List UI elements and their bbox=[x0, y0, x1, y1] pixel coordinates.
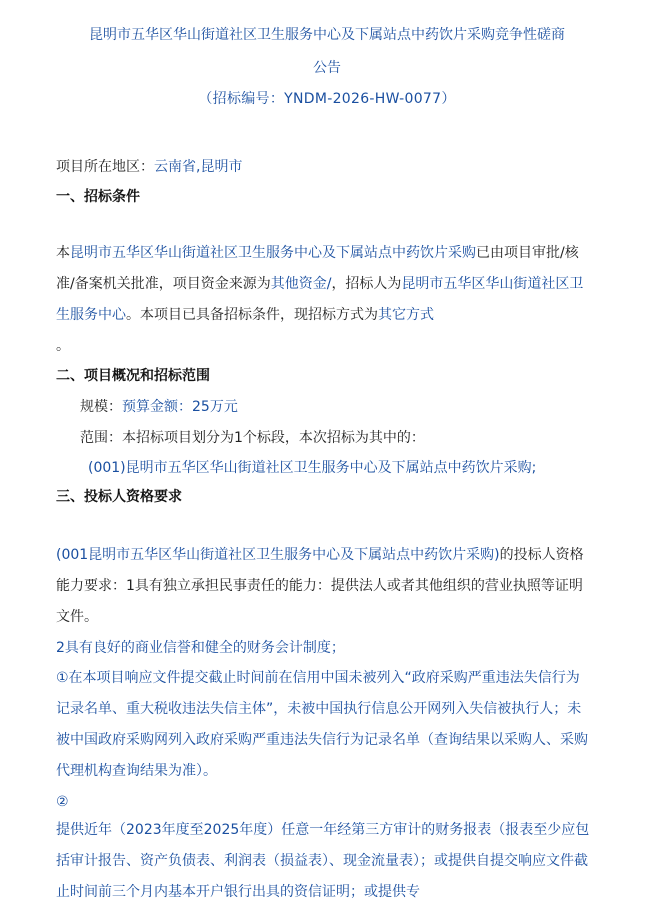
tenderer-name: 昆明市五华区华山街道社区卫生服务中心 bbox=[56, 276, 584, 323]
project-scope: 范围：本招标项目划分为1个标段，本次招标为其中的： bbox=[80, 430, 425, 446]
project-location bbox=[56, 157, 242, 177]
bidding-method: 其它方式 bbox=[378, 307, 434, 323]
qualification-paragraph-4: ② bbox=[56, 794, 69, 810]
page-title-continuation: 公告 bbox=[313, 60, 341, 76]
qualification-paragraph-5: 提供近年（2023年度至2025年度）任意一年经第三方审计的财务报表（报表至少应包括审计报告、资产负债表、利润表（损益表）、现金流量表）；或提供自提交响应文件截止时间前三个月内基本开户银行出具的资信证明；或提供专 bbox=[56, 822, 590, 900]
fund-source: 其他资金/ bbox=[270, 276, 332, 292]
scale-label: 规模： bbox=[80, 399, 122, 415]
text: 。本项目已具备招标条件，现招标方式为 bbox=[126, 307, 378, 323]
qualification-paragraph-3: ①在本项目响应文件提交截止时间前在信用中国未被列入“政府采购严重违法失信行为记录名单、重大税收违法失信主体”，未被中国执行信息公开网列入失信被执行人；未被中国政府采购网列入政府采购严重违法失信行为记录名单（查询结果以采购人、采购代理机构查询结果为准）。 bbox=[56, 670, 588, 779]
scale-value: 预算金额：25万元 bbox=[122, 399, 238, 415]
lot-item: (001)昆明市五华区华山街道社区卫生服务中心及下属站点中药饮片采购; bbox=[88, 460, 537, 476]
text: ，招标人为 bbox=[331, 276, 402, 292]
qualification-paragraph-2: 2具有良好的商业信誉和健全的财务会计制度； bbox=[56, 640, 345, 656]
text: 已由项目审批/核准/备案机关批准，项目资金来源为 bbox=[56, 245, 579, 292]
bidding-conditions-paragraph bbox=[56, 238, 590, 362]
text: 本 bbox=[56, 245, 70, 261]
text: 的投标人资格能力要求：1具有独立承担民事责任的能力：提供法人或者其他组织的营业执照等证明文件。 bbox=[56, 547, 584, 625]
bid-number: （招标编号：YNDM-2026-HW-0077） bbox=[198, 91, 456, 107]
section-heading-bidding-conditions: 一、招标条件 bbox=[56, 189, 140, 205]
section-heading-qualifications: 三、投标人资格要求 bbox=[56, 489, 182, 505]
project-scale bbox=[80, 397, 238, 417]
project-name: 昆明市五华区华山街道社区卫生服务中心及下属站点中药饮片采购 bbox=[70, 245, 476, 261]
location-value: 云南省,昆明市 bbox=[154, 159, 243, 175]
location-label: 项目所在地区： bbox=[56, 159, 154, 175]
lot-reference: (001昆明市五华区华山街道社区卫生服务中心及下属站点中药饮片采购) bbox=[56, 547, 500, 563]
text: 。 bbox=[56, 338, 70, 354]
page-title: 昆明市五华区华山街道社区卫生服务中心及下属站点中药饮片采购竞争性磋商 bbox=[89, 27, 565, 43]
qualification-paragraph-1 bbox=[56, 540, 590, 633]
section-heading-project-overview: 二、项目概况和招标范围 bbox=[56, 368, 210, 384]
